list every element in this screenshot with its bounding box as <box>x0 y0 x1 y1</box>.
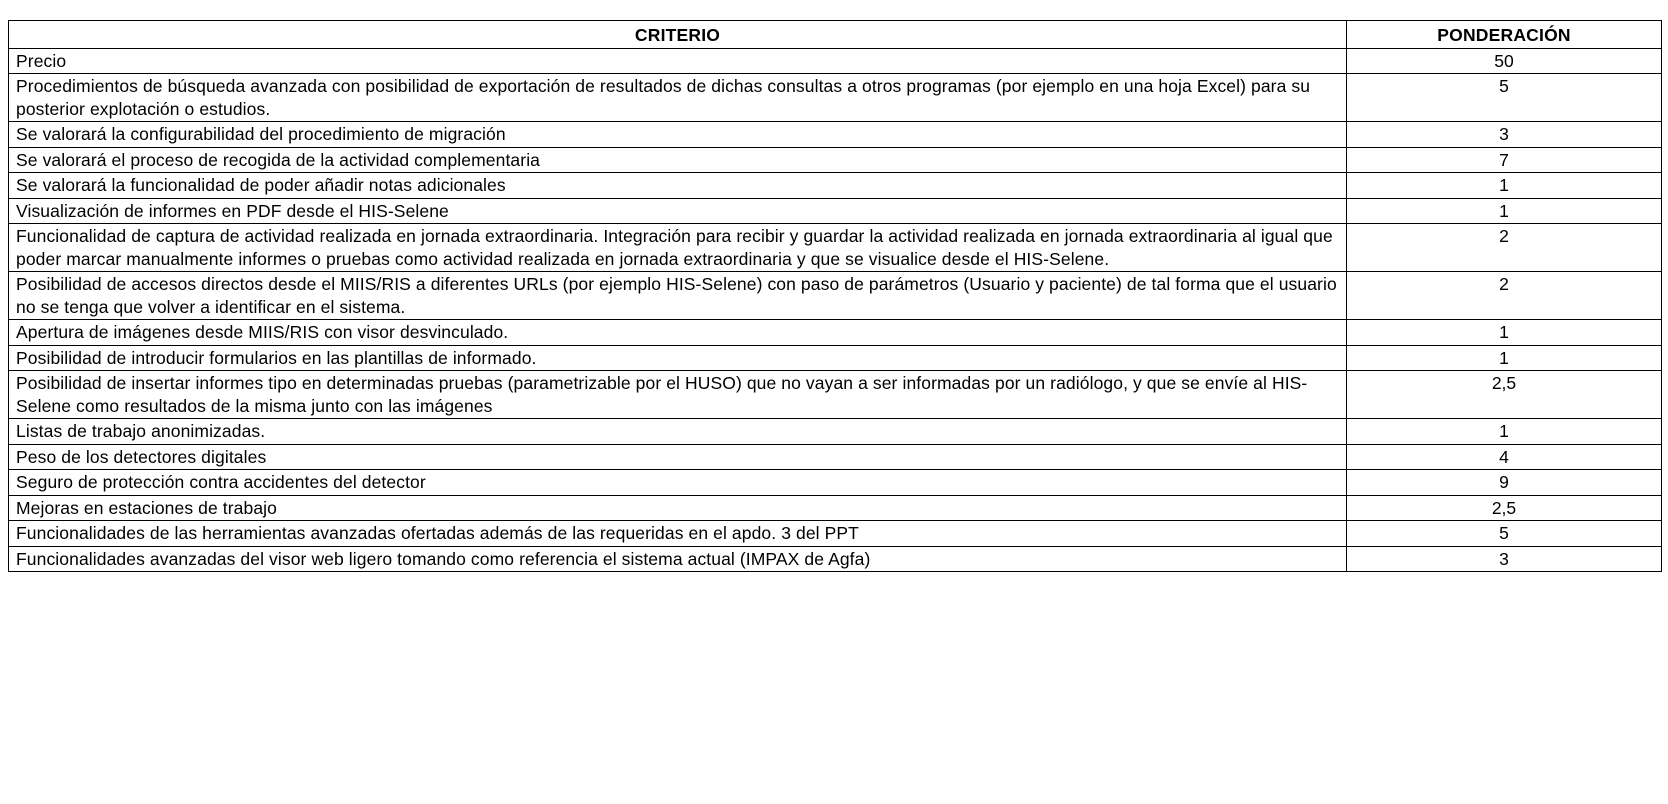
criterio-cell: Peso de los detectores digitales <box>9 444 1347 470</box>
table-row <box>9 272 1662 320</box>
criteria-table <box>8 20 1662 572</box>
table-row <box>9 320 1662 346</box>
criterio-cell: Se valorará la funcionalidad de poder añadir notas adicionales <box>9 173 1347 199</box>
criterio-cell: Posibilidad de accesos directos desde el MIIS/RIS a diferentes URLs (por ejemplo HIS-Selene) con paso de parámetros (Usuario y paciente) de tal forma que el usuario no se tenga que volver a identificar en el sistema. <box>9 272 1347 320</box>
criterio-cell: Apertura de imágenes desde MIIS/RIS con visor desvinculado. <box>9 320 1347 346</box>
criterio-cell: Precio <box>9 48 1347 74</box>
ponderacion-cell: 1 <box>1347 345 1662 371</box>
table-row <box>9 122 1662 148</box>
ponderacion-cell: 9 <box>1347 470 1662 496</box>
criterio-cell: Seguro de protección contra accidentes del detector <box>9 470 1347 496</box>
table-row <box>9 345 1662 371</box>
header-ponderacion: PONDERACIÓN <box>1347 21 1662 49</box>
table-row <box>9 546 1662 572</box>
criterio-cell: Funcionalidades avanzadas del visor web ligero tomando como referencia el sistema actual (IMPAX de Agfa) <box>9 546 1347 572</box>
criterio-cell: Procedimientos de búsqueda avanzada con posibilidad de exportación de resultados de dichas consultas a otros programas (por ejemplo en una hoja Excel) para su posterior explotación o estudios. <box>9 74 1347 122</box>
ponderacion-cell: 1 <box>1347 198 1662 224</box>
ponderacion-cell: 1 <box>1347 320 1662 346</box>
table-row <box>9 147 1662 173</box>
ponderacion-cell: 1 <box>1347 419 1662 445</box>
ponderacion-cell: 50 <box>1347 48 1662 74</box>
table-row <box>9 173 1662 199</box>
table-row <box>9 74 1662 122</box>
criterio-cell: Listas de trabajo anonimizadas. <box>9 419 1347 445</box>
ponderacion-cell: 2,5 <box>1347 371 1662 419</box>
table-row <box>9 419 1662 445</box>
header-row <box>9 21 1662 49</box>
ponderacion-cell: 3 <box>1347 122 1662 148</box>
header-criterio: CRITERIO <box>9 21 1347 49</box>
ponderacion-cell: 2 <box>1347 224 1662 272</box>
table-row <box>9 495 1662 521</box>
criterio-cell: Se valorará el proceso de recogida de la actividad complementaria <box>9 147 1347 173</box>
table-row <box>9 224 1662 272</box>
criterio-cell: Se valorará la configurabilidad del procedimiento de migración <box>9 122 1347 148</box>
ponderacion-cell: 5 <box>1347 521 1662 547</box>
ponderacion-cell: 1 <box>1347 173 1662 199</box>
table-row <box>9 198 1662 224</box>
table-row <box>9 521 1662 547</box>
ponderacion-cell: 3 <box>1347 546 1662 572</box>
ponderacion-cell: 4 <box>1347 444 1662 470</box>
table-row <box>9 444 1662 470</box>
criterio-cell: Funcionalidad de captura de actividad realizada en jornada extraordinaria. Integración para recibir y guardar la actividad realizada en jornada extraordinaria al igual que poder marcar manualmente informes o pruebas como actividad realizada en jornada extraordinaria y que se visualice desde el HIS-Selene. <box>9 224 1347 272</box>
table-row <box>9 48 1662 74</box>
criterio-cell: Posibilidad de insertar informes tipo en determinadas pruebas (parametrizable por el HUSO) que no vayan a ser informadas por un radiólogo, y que se envíe al HIS-Selene como resultados de la misma junto con las imágenes <box>9 371 1347 419</box>
criterio-cell: Visualización de informes en PDF desde el HIS-Selene <box>9 198 1347 224</box>
ponderacion-cell: 5 <box>1347 74 1662 122</box>
table-row <box>9 470 1662 496</box>
ponderacion-cell: 2 <box>1347 272 1662 320</box>
table-row <box>9 371 1662 419</box>
criterio-cell: Funcionalidades de las herramientas avanzadas ofertadas además de las requeridas en el apdo. 3 del PPT <box>9 521 1347 547</box>
ponderacion-cell: 7 <box>1347 147 1662 173</box>
criterio-cell: Posibilidad de introducir formularios en las plantillas de informado. <box>9 345 1347 371</box>
ponderacion-cell: 2,5 <box>1347 495 1662 521</box>
criterio-cell: Mejoras en estaciones de trabajo <box>9 495 1347 521</box>
